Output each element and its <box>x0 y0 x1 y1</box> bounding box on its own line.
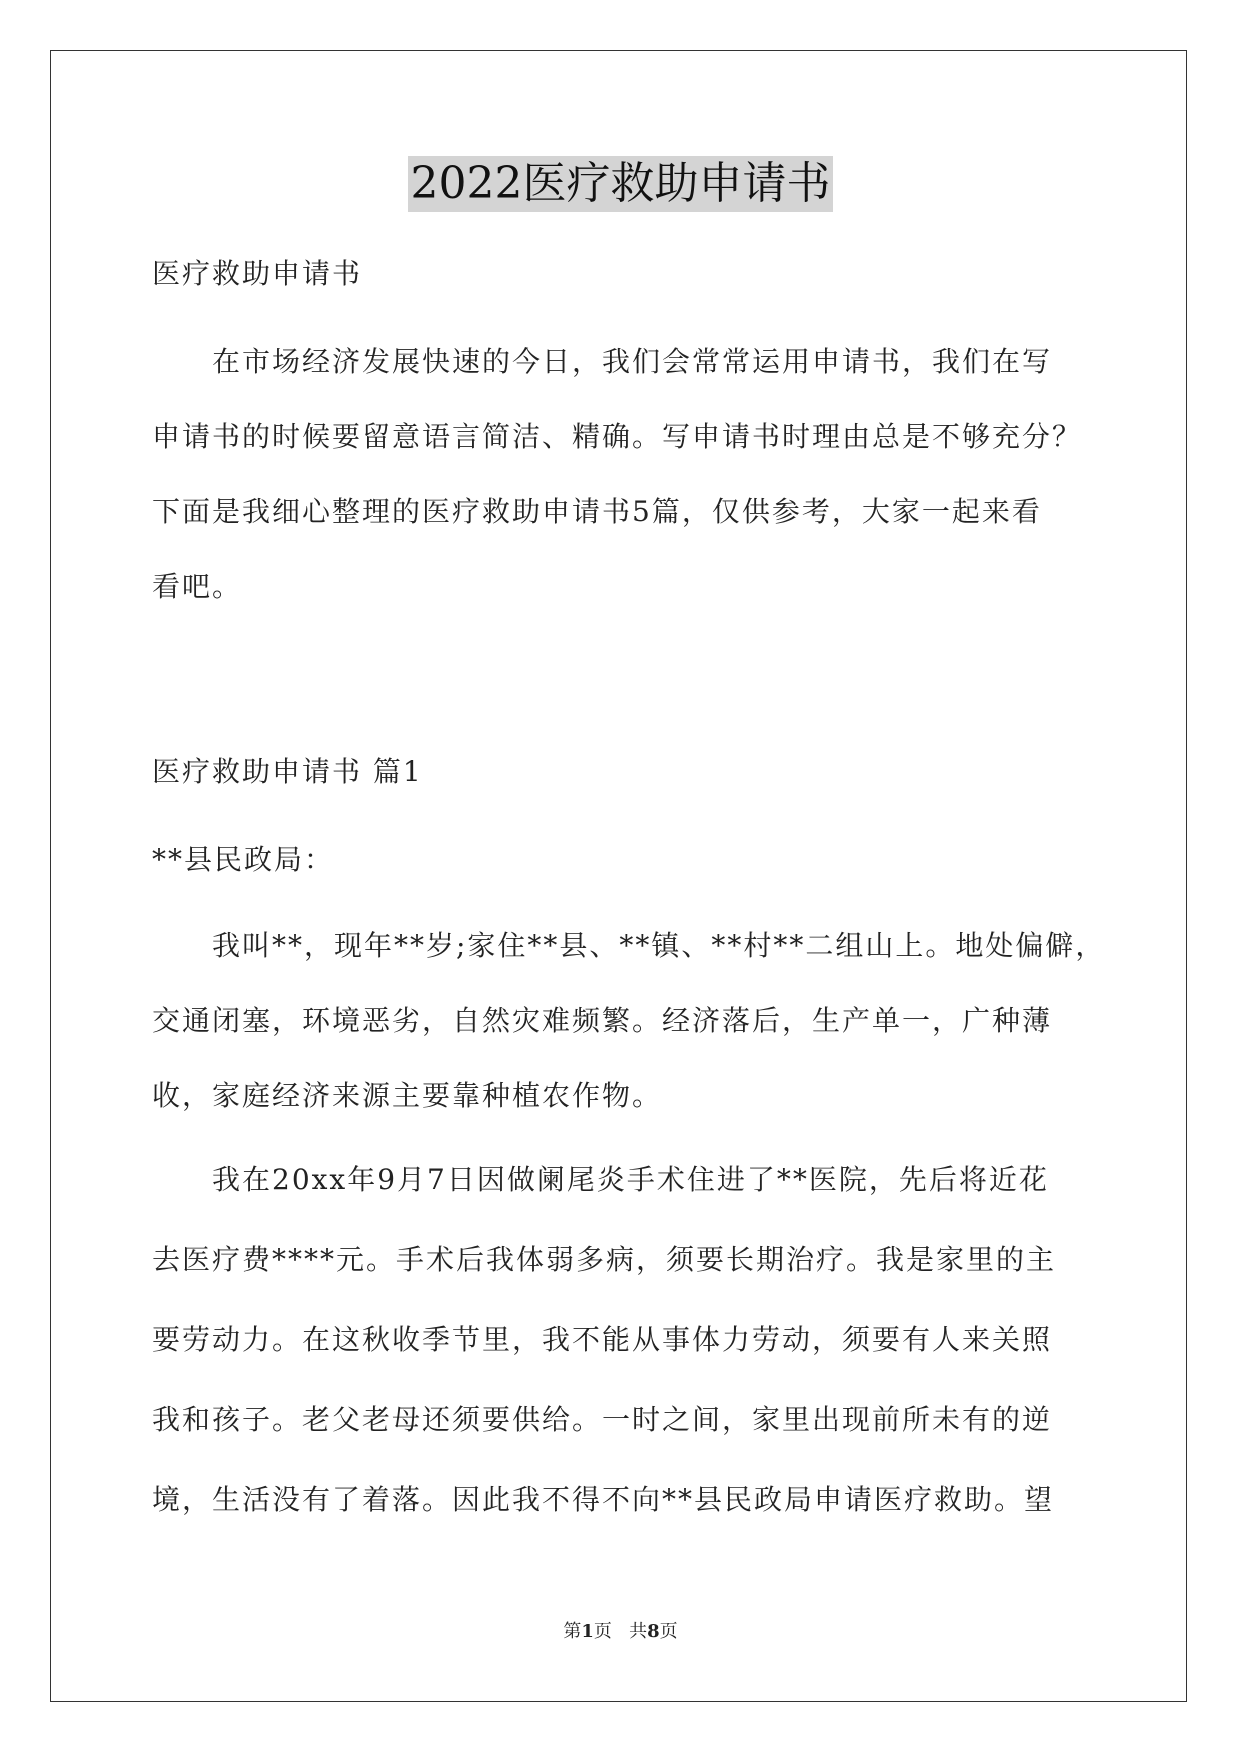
para2-line-1: 我在20xx年9月7日因做阑尾炎手术住进了**医院，先后将近花 <box>212 1163 1049 1196</box>
document-title: 2022医疗救助申请书 <box>408 156 834 212</box>
total-pages: 8 <box>647 1621 660 1642</box>
total-prefix: 共 <box>629 1621 648 1642</box>
para2-line-2: 去医疗费****元。手术后我体弱多病，须要长期治疗。我是家里的主 <box>152 1243 1057 1276</box>
intro-line-4: 看吧。 <box>152 570 243 603</box>
page-number: 1 <box>581 1621 594 1642</box>
para2-line-4: 我和孩子。老父老母还须要供给。一时之间，家里出现前所未有的逆 <box>152 1403 1053 1436</box>
para1-line-1: 我叫**，现年**岁;家住**县、**镇、**村**二组山上。地处偏僻， <box>212 929 1106 962</box>
para2-line-5: 境，生活没有了着落。因此我不得不向**县民政局申请医疗救助。望 <box>152 1483 1055 1516</box>
addressee: **县民政局： <box>152 843 335 876</box>
section-heading: 医疗救助申请书 篇1 <box>152 755 423 788</box>
para2-line-3: 要劳动力。在这秋收季节里，我不能从事体力劳动，须要有人来关照 <box>152 1323 1053 1356</box>
page-footer <box>0 1620 1241 1644</box>
total-suffix: 页 <box>659 1621 678 1642</box>
document-subtitle: 医疗救助申请书 <box>152 257 363 290</box>
page-suffix: 页 <box>593 1621 612 1642</box>
intro-line-2: 申请书的时候要留意语言简洁、精确。写申请书时理由总是不够充分？ <box>152 420 1083 453</box>
intro-line-3: 下面是我细心整理的医疗救助申请书5篇，仅供参考，大家一起来看 <box>152 495 1042 528</box>
page-prefix: 第 <box>563 1621 582 1642</box>
para1-line-3: 收，家庭经济来源主要靠种植农作物。 <box>152 1079 663 1112</box>
intro-line-1: 在市场经济发展快速的今日，我们会常常运用申请书，我们在写 <box>212 345 1053 378</box>
title-container <box>0 156 1241 212</box>
para1-line-2: 交通闭塞，环境恶劣，自然灾难频繁。经济落后，生产单一，广种薄 <box>152 1004 1053 1037</box>
